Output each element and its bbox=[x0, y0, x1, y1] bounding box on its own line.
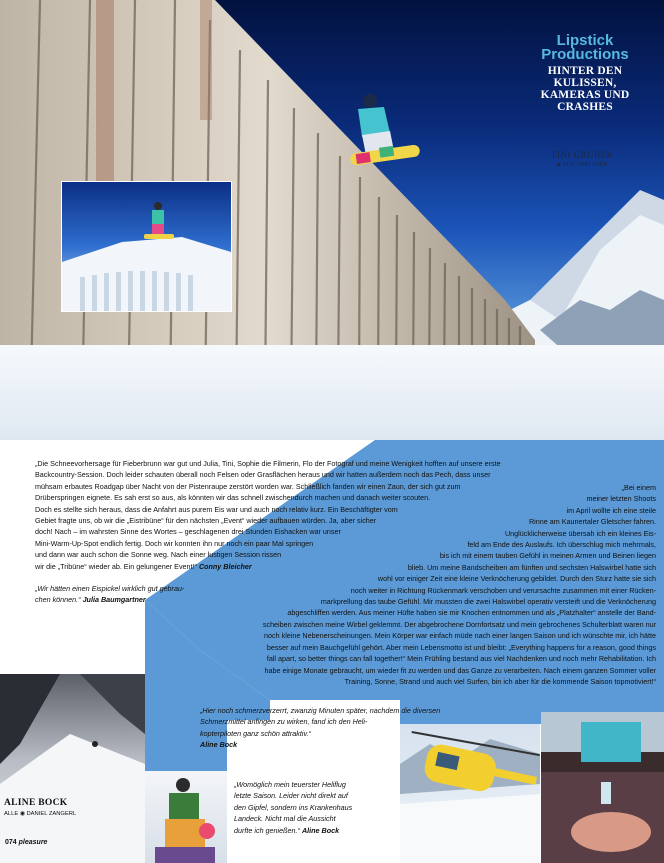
quote-line-last bbox=[234, 825, 399, 836]
intro-attribution: Conny Bleicher bbox=[198, 561, 252, 571]
subtitle-line-1: HINTER DEN bbox=[547, 65, 623, 77]
aline-line: blieb. Um meine Bandscheiben am fünften und sechsten Halswirbel hatte sich bbox=[407, 562, 656, 572]
intro-line: mühsam erbautes Roadgap über Nacht von der Pistenraupe zerstört worden war. Schließlich fanden wir einen Zaun, der sich gut zum bbox=[35, 481, 461, 491]
intro-line: Drüberspringen eignete. Es sah erst so aus, als könnten wir das schnell zwischendurch machen und danach weiter scouten. bbox=[35, 493, 431, 503]
aline-line: feld am Ende des Auslaufs. Ich überschlug mich mehrmals, bbox=[467, 540, 656, 550]
aline-line: abgeschliffen werden. Aus meiner Hüfte haben sie mir Knochen entnommen und als „Platzhalter“ anstelle der Band- bbox=[287, 608, 656, 618]
intro-line: und dann war auch schon die Sonne weg. Nach einer lustigen Session rissen bbox=[35, 550, 282, 560]
quote-attribution: Aline Bock bbox=[200, 740, 238, 750]
aline-line: Unglücklicherweise übersah ich ein kleines Eis- bbox=[504, 528, 656, 538]
intro-line: „Die Schneevorhersage für Fieberbrunn war gut und Julia, Tini, Sophie die Filmerin, Flo der Fotograf und meine Wenigkeit hofften auf unsere erste bbox=[35, 459, 501, 468]
quote-line: Landeck. Nicht mal die Aussicht bbox=[234, 814, 336, 824]
quote-line: Schmerzmittel anfingen zu wirken, fand ich den Heli- bbox=[200, 717, 368, 727]
aline-line: Rinne am Kaunertaler Gletscher fahren. bbox=[528, 517, 656, 527]
page-footer bbox=[5, 839, 47, 846]
photo-riders-scene bbox=[145, 771, 227, 863]
aline-line: noch kleine Nebenerscheinungen. Mein Körper war einfach müde nach einer langen Saison und ich wünschte mir, ich hätte bbox=[264, 631, 656, 641]
quote-julia-attribution: Julia Baumgartner bbox=[82, 595, 146, 605]
aline-line: meiner letzten Shoots bbox=[586, 494, 656, 504]
quote-julia-text: chen können.“ bbox=[35, 595, 81, 605]
quote-line: „Womöglich mein teuerster Heliflug bbox=[234, 780, 346, 789]
photo-hospital bbox=[541, 712, 664, 863]
aline-line: markprellung das taube Gefühl. Mir mussten die zwei Halswirbel operativ versteift und die Verknöcherung bbox=[320, 597, 656, 607]
quote-line: den Gipfel, sondern ins Krankenhaus bbox=[234, 802, 353, 812]
camera-icon: ◉ bbox=[19, 811, 25, 817]
aline-line: „Bei einem bbox=[621, 483, 656, 492]
quote-line: „Hier noch schmerzverzerrt, zwanzig Minuten später, nachdem die diversen bbox=[200, 706, 441, 715]
title-line-1: Lipstick bbox=[556, 32, 614, 49]
photo-helicopter-scene bbox=[400, 724, 540, 863]
page-number: 074 bbox=[5, 839, 17, 846]
subtitle-line-2: KULISSEN, bbox=[553, 77, 617, 89]
aline-line: Training, Sonne, Strand und auch viel Surfen, bin ich aber für die kommende Saison topmotiviert!“ bbox=[344, 676, 656, 686]
aline-line: scheiben zwischen meine Wirbel geklemmt. Der abgebrochene Dornfortsatz und mein gebrochenes Schulterblatt waren nur bbox=[262, 619, 656, 629]
aline-line: im April wollte ich eine steile bbox=[566, 505, 656, 515]
aline-line: habe einige Monate gebraucht, um wieder fit zu werden und das Ganze zu verarbeiten. Nach einem ganzen Sommer voller bbox=[264, 665, 656, 675]
subtitle-line-4: CRASHES bbox=[557, 101, 613, 113]
aline-line: fall apart, so better things can fall together!“ Mein Frühling bestand aus viel Nachdenken und noch mehr Rehabilitation. Ich bbox=[266, 654, 656, 664]
title-line-2: Productions bbox=[541, 46, 629, 63]
aline-line: wohl vor einiger Zeit eine kleine Verknöcherung gebildet. Durch den Sturz hatte sie sich bbox=[377, 574, 656, 584]
intro-line: Backcountry-Session. Doch leider schauten überall noch Felsen oder Grasflächen heraus und wir hatten außerdem noch das Pech, dass unser bbox=[35, 470, 491, 480]
aline-line: besser auf mein Bauchgefühl gehört. Aber mein Lebensmotto ist und bleibt: „Everything happens for a reason, good things bbox=[266, 642, 656, 652]
photo-riders-cheering bbox=[145, 771, 227, 863]
photo-hospital-scene bbox=[541, 712, 664, 863]
magazine-logo: pleasure bbox=[18, 839, 48, 846]
aline-story-paragraph bbox=[180, 482, 656, 687]
photo-credit-name: FLO TRATTNER bbox=[563, 162, 608, 168]
quote-julia-line-1: „Wir hätten einen Eispickel wirklich gut gebrau- bbox=[35, 584, 185, 593]
aline-caption-name: ALINE BOCK bbox=[4, 798, 68, 808]
subtitle-line-3: KAMERAS UND bbox=[540, 89, 630, 101]
aline-line: noch weiter in Richtung Rückenmark verschoben und verursachte zusammen mit einer Rücken- bbox=[350, 585, 656, 595]
camera-icon: ◉ bbox=[556, 162, 562, 168]
quote-line: kopterpiloten ganz schön attraktiv.“ bbox=[200, 728, 311, 738]
credit-prefix: ALLE bbox=[4, 811, 19, 817]
intro-line: doch! Nach – im wahrsten Sinne des Wortes – geschlagenen drei Stunden Eishacken war unser bbox=[35, 527, 341, 537]
credit-name: DANIEL ZANGERL bbox=[26, 811, 77, 817]
aline-caption-credit bbox=[4, 811, 76, 817]
intro-line: Gebiet fragte uns, ob wir die „Eistribüne“ für den nächsten „Event“ wieder aufbauen würden. Ja, aber sicher bbox=[35, 516, 377, 526]
quote-line: letzte Saison. Leider nicht direkt auf bbox=[234, 791, 348, 801]
aline-line: bis ich mit einem tauben Gefühl in meinen Armen und Beinen liegen bbox=[439, 551, 656, 561]
intro-line: Mini-Warm-Up-Spot endlich fertig. Doch wir konnten ihn nur noch ein paar Mal springen bbox=[35, 538, 314, 548]
quote-text: durfte ich genießen.“ bbox=[234, 825, 300, 835]
photo-aline-powder bbox=[0, 674, 145, 863]
author-name: TINI GRUBER bbox=[550, 150, 614, 160]
intro-last-text: wir die „Tribüne“ wieder ab. Ein gelungener Event!“ bbox=[35, 561, 197, 571]
quote-aline-heliflight bbox=[234, 779, 399, 836]
photo-helicopter bbox=[400, 724, 540, 863]
quote-attribution: Aline Bock bbox=[301, 825, 340, 835]
intro-line: Doch es stellte sich heraus, dass die Anfahrt aus purem Eis war und auch noch relativ kurz. Ein Beschäftigter vom bbox=[35, 504, 398, 514]
photo-aline-scene bbox=[0, 674, 145, 863]
